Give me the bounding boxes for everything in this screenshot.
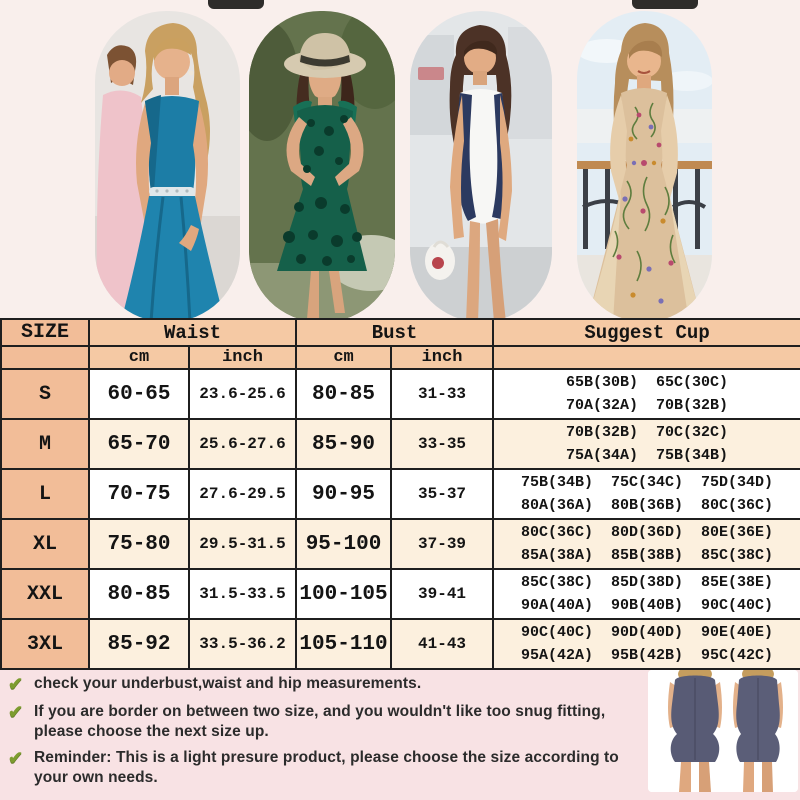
cell-waist-inch: 25.6-27.6 [189, 419, 296, 469]
subheader-bust-inch: inch [391, 346, 493, 369]
model-photo-green-floral-dress [249, 11, 395, 322]
cell-suggest-cup [493, 519, 800, 569]
decorative-tab [632, 0, 698, 9]
col-header-bust: Bust [296, 319, 493, 346]
note-text: check your underbust,waist and hip measurements. [34, 675, 422, 692]
cup-line: 70A(32A) 70B(32B) [566, 397, 729, 414]
cell-waist-inch: 29.5-31.5 [189, 519, 296, 569]
cup-line: 75A(34A) 75B(34B) [566, 447, 729, 464]
cup-line: 90C(40C) 90D(40D) 90E(40E) [521, 623, 774, 641]
table-row-s [1, 369, 800, 419]
cell-size: M [1, 419, 89, 469]
cell-waist-cm: 65-70 [89, 419, 189, 469]
cell-bust-cm: 100-105 [296, 569, 391, 619]
cell-waist-inch: 23.6-25.6 [189, 369, 296, 419]
cell-suggest-cup [493, 469, 800, 519]
cell-waist-cm: 75-80 [89, 519, 189, 569]
cell-bust-cm: 90-95 [296, 469, 391, 519]
check-icon: ✔ [8, 674, 24, 694]
cup-line: 95A(42A) 95B(42B) 95C(42C) [521, 647, 774, 664]
header-row [1, 319, 800, 346]
cell-bust-cm: 95-100 [296, 519, 391, 569]
table-row-l [1, 469, 800, 519]
cell-bust-inch: 33-35 [391, 419, 493, 469]
cell-size: XL [1, 519, 89, 569]
cell-waist-inch: 33.5-36.2 [189, 619, 296, 669]
cell-waist-cm: 80-85 [89, 569, 189, 619]
subheader-row [1, 346, 800, 369]
cell-size: XXL [1, 569, 89, 619]
check-icon: ✔ [8, 747, 24, 768]
cell-bust-cm: 85-90 [296, 419, 391, 469]
cell-size: L [1, 469, 89, 519]
model-photo-teal-dress [95, 11, 240, 322]
cell-waist-cm: 60-65 [89, 369, 189, 419]
col-header-suggest-cup: Suggest Cup [493, 319, 800, 346]
cup-line: 75B(34B) 75C(34C) 75D(34D) [521, 473, 774, 491]
model-photo-white-bodycon-dress [410, 11, 552, 322]
note-text: If you are border on between two size, and you wouldn't like too snug fitting, please choose the next size up. [34, 702, 606, 741]
cell-bust-inch: 39-41 [391, 569, 493, 619]
cell-suggest-cup [493, 569, 800, 619]
check-icon: ✔ [8, 701, 24, 722]
col-header-waist: Waist [89, 319, 296, 346]
cup-line: 85C(38C) 85D(38D) 85E(38E) [521, 573, 774, 591]
cell-waist-cm: 85-92 [89, 619, 189, 669]
decorative-tab [208, 0, 264, 9]
table-row-m [1, 419, 800, 469]
cell-waist-inch: 31.5-33.5 [189, 569, 296, 619]
cell-bust-inch: 31-33 [391, 369, 493, 419]
col-header-size: SIZE [1, 319, 89, 346]
cell-bust-inch: 35-37 [391, 469, 493, 519]
cup-line: 85A(38A) 85B(38B) 85C(38C) [521, 547, 774, 564]
subheader-cup-empty [493, 346, 800, 369]
note-text: Reminder: This is a light presure product, please choose the size according to your own needs. [34, 748, 619, 787]
model-photo-beige-embroidered-dress [577, 11, 712, 322]
cell-size: S [1, 369, 89, 419]
cell-bust-cm: 105-110 [296, 619, 391, 669]
cell-waist-inch: 27.6-29.5 [189, 469, 296, 519]
subheader-waist-cm: cm [89, 346, 189, 369]
table-row-3xl [1, 619, 800, 669]
cup-line: 65B(30B) 65C(30C) [566, 373, 729, 391]
size-chart-table [0, 318, 800, 670]
cup-line: 70B(32B) 70C(32C) [566, 423, 729, 441]
cell-suggest-cup [493, 619, 800, 669]
shapewear-back-view-photo [648, 670, 798, 792]
cell-bust-cm: 80-85 [296, 369, 391, 419]
cell-bust-inch: 41-43 [391, 619, 493, 669]
cell-waist-cm: 70-75 [89, 469, 189, 519]
cup-line: 80C(36C) 80D(36D) 80E(36E) [521, 523, 774, 541]
subheader-size-empty [1, 346, 89, 369]
cell-size: 3XL [1, 619, 89, 669]
table-row-xl [1, 519, 800, 569]
note-item [8, 674, 648, 695]
cup-line: 80A(36A) 80B(36B) 80C(36C) [521, 497, 774, 514]
note-item [8, 748, 648, 789]
cell-bust-inch: 37-39 [391, 519, 493, 569]
subheader-waist-inch: inch [189, 346, 296, 369]
fitting-notes [8, 674, 648, 796]
cell-suggest-cup [493, 419, 800, 469]
cup-line: 90A(40A) 90B(40B) 90C(40C) [521, 597, 774, 614]
table-row-xxl [1, 569, 800, 619]
cell-suggest-cup [493, 369, 800, 419]
note-item [8, 702, 648, 743]
subheader-bust-cm: cm [296, 346, 391, 369]
